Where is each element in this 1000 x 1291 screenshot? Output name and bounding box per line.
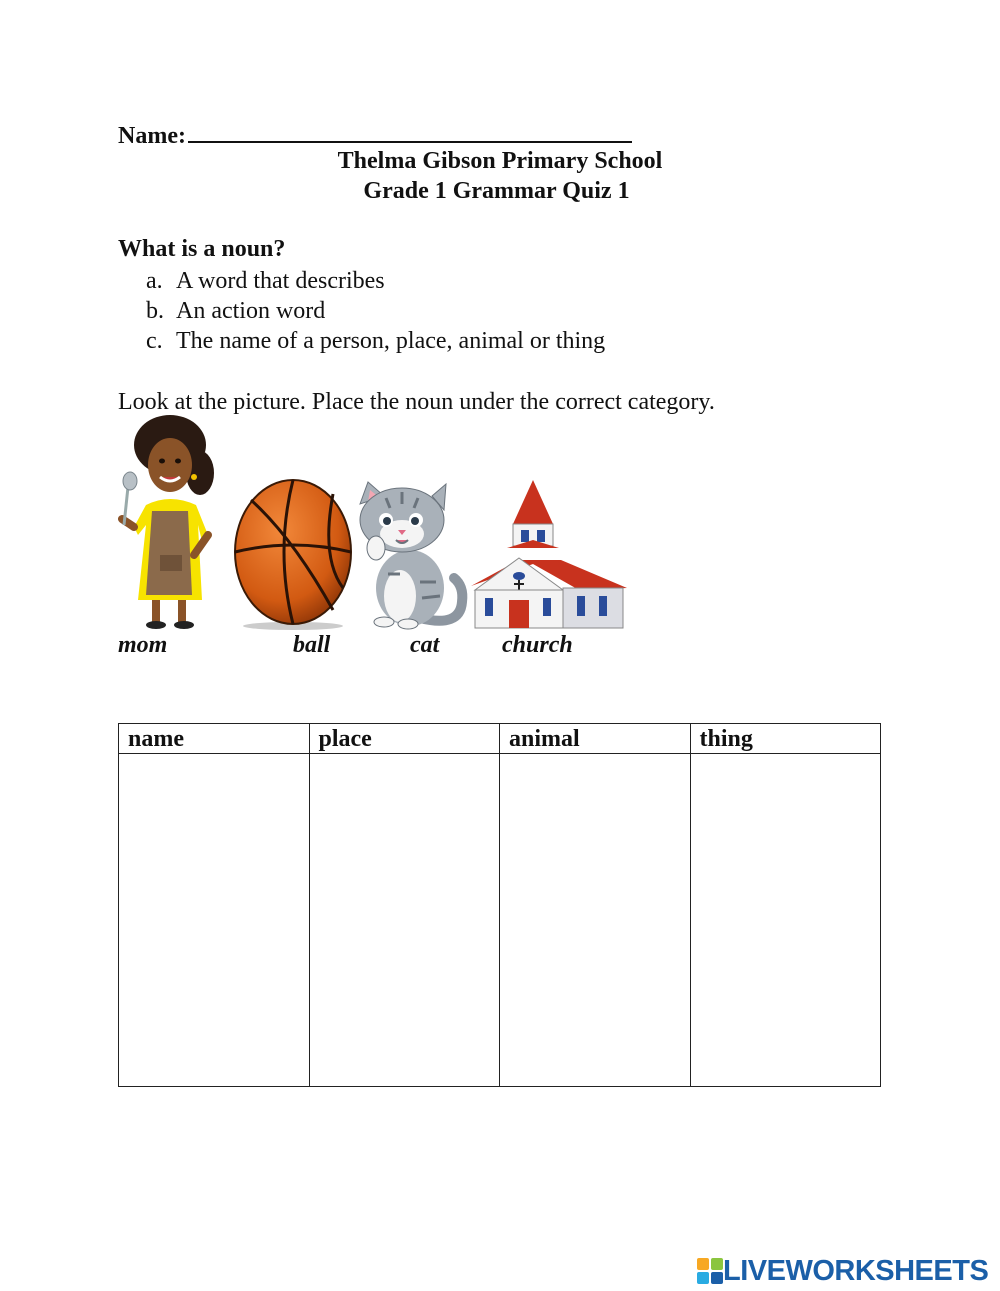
option-text: A word that describes [176,268,385,294]
column-header-animal: animal [500,724,691,754]
drop-zone-thing[interactable] [690,754,881,1087]
category-table [118,723,881,1087]
basketball-icon[interactable] [233,478,353,630]
option-letter: b. [146,298,164,324]
picture-caption-cat: cat [410,632,440,658]
option-letter: c. [146,328,163,354]
answer-option-c[interactable] [146,328,605,355]
question-title: What is a noun? [118,236,286,262]
option-text: An action word [176,298,326,324]
name-label: Name: [118,123,186,149]
quiz-title: Grade 1 Grammar Quiz 1 [363,178,630,204]
answer-option-a[interactable] [146,268,385,295]
school-name: Thelma Gibson Primary School [337,148,663,174]
name-blank-line[interactable] [188,117,632,143]
name-field [118,117,632,150]
option-text: The name of a person, place, animal or thing [176,328,606,354]
liveworksheets-logo-text: LIVEWORKSHEETS [723,1255,989,1287]
instruction-text: Look at the picture. Place the noun under the correct category. [118,389,715,415]
liveworksheets-logo-icon [697,1258,723,1284]
option-letter: a. [146,268,163,294]
drop-zone-name[interactable] [119,754,310,1087]
column-header-thing: thing [690,724,881,754]
mom-icon[interactable] [112,415,224,635]
drop-zone-place[interactable] [309,754,500,1087]
picture-caption-ball: ball [293,632,331,658]
column-header-place: place [309,724,500,754]
liveworksheets-logo [697,1255,988,1287]
picture-caption-church: church [502,632,573,658]
answer-option-b[interactable] [146,298,325,325]
drop-zone-animal[interactable] [500,754,691,1087]
church-icon[interactable] [469,478,629,630]
picture-caption-mom: mom [118,632,168,658]
column-header-name: name [119,724,310,754]
cat-icon[interactable] [350,478,472,632]
